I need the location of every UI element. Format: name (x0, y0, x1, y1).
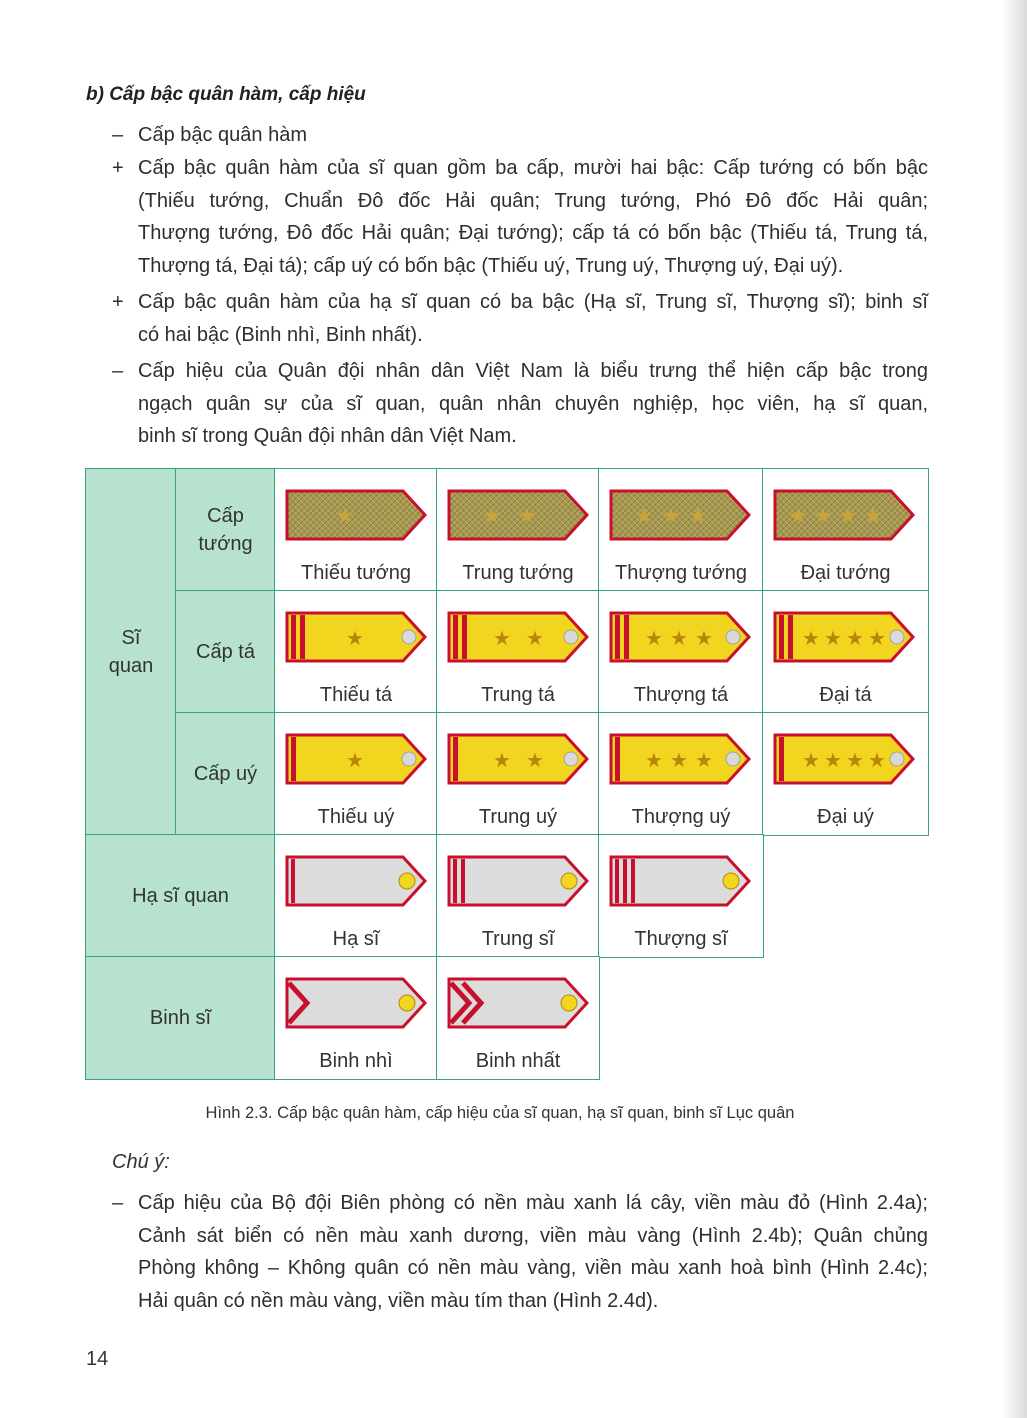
rank-cell-dai-tuong (762, 468, 929, 592)
rank-label: Thiếu uý (317, 806, 395, 828)
rank-cell-trung-ta (436, 590, 600, 714)
general-shoulder-board-3-stars (609, 485, 751, 547)
rank-cell-thuong-si (598, 834, 764, 958)
general-shoulder-board-1-star (285, 485, 427, 547)
company-officer-shoulder-board-3-stars (609, 729, 751, 791)
rank-cell-thieu-tuong (274, 468, 438, 592)
paragraph-text: Cấp bậc quân hàm (138, 124, 308, 146)
page-number: 14 (86, 1348, 109, 1370)
svg-text:★: ★ (824, 750, 842, 772)
field-officer-shoulder-board-4-stars (773, 607, 915, 669)
rank-label: Trung tướng (462, 562, 574, 584)
svg-text:★: ★ (493, 628, 511, 650)
nco-shoulder-board-2-bars (447, 851, 589, 913)
svg-text:★: ★ (661, 503, 681, 528)
paragraph-line: ngạch quân sự của sĩ quan, quân nhân chuyên nghiệp, học viên, hạ sĩ quan, (138, 392, 928, 415)
header-si-quan (85, 468, 177, 836)
general-shoulder-board-2-stars (447, 485, 589, 547)
paragraph-line: Thượng tá, Đại tá); cấp uý có bốn bậc (Thiếu uý, Trung uý, Thượng uý, Đại uý). (138, 254, 844, 277)
svg-text:★: ★ (517, 503, 537, 528)
rank-cell-thieu-uy (274, 712, 438, 836)
svg-text:★: ★ (645, 750, 663, 772)
header-cap-ta (175, 590, 276, 714)
svg-text:★: ★ (482, 503, 502, 528)
header-binh-si (85, 956, 276, 1080)
header-label: Binh sĩ (149, 1007, 212, 1029)
svg-text:★: ★ (863, 503, 883, 528)
svg-text:★: ★ (346, 628, 364, 650)
rank-cell-trung-si (436, 834, 600, 958)
paragraph-nco-ranks (112, 286, 928, 351)
note-line: Cấp hiệu của Bộ đội Biên phòng có nền màu xanh lá cây, viền màu đỏ (Hình 2.4a); (138, 1192, 928, 1214)
rank-label: Đại tướng (800, 562, 891, 584)
field-officer-shoulder-board-3-stars (609, 607, 751, 669)
rank-label: Binh nhì (319, 1050, 393, 1072)
paragraph-line: Cấp hiệu của Quân đội nhân dân Việt Nam là biểu trưng thể hiện cấp bậc trong (138, 360, 928, 382)
svg-text:★: ★ (346, 750, 364, 772)
enlisted-shoulder-board-2-chevrons (447, 973, 589, 1035)
paragraph-line: Cấp bậc quân hàm của sĩ quan gồm ba cấp, mười hai bậc: Cấp tướng có bốn bậc (138, 157, 928, 179)
general-shoulder-board-4-stars (773, 485, 915, 547)
header-label: Cấp uý (193, 763, 258, 785)
enlisted-shoulder-board-1-chevron (285, 973, 427, 1035)
rank-cell-binh-nhi (274, 956, 438, 1080)
rank-label: Trung tá (481, 684, 555, 706)
note-line: Cảnh sát biển có nền màu xanh dương, viền màu vàng (Hình 2.4b); Quân chủng (138, 1224, 928, 1247)
header-cap-uy (175, 712, 276, 836)
svg-text:★: ★ (802, 750, 820, 772)
rank-cell-dai-uy (762, 712, 929, 836)
header-label: Hạ sĩ quan (132, 885, 229, 907)
rank-cell-ha-si (274, 834, 438, 958)
svg-text:★: ★ (695, 750, 713, 772)
page-edge-shadow (1001, 0, 1027, 1418)
company-officer-shoulder-board-2-stars (447, 729, 589, 791)
rank-label: Hạ sĩ (332, 928, 380, 950)
rank-label: Đại uý (817, 806, 874, 828)
rank-cell-thieu-ta (274, 590, 438, 714)
figure-caption: Hình 2.3. Cấp bậc quân hàm, cấp hiệu của sĩ quan, hạ sĩ quan, binh sĩ Lục quân (205, 1104, 795, 1122)
rank-cell-trung-uy (436, 712, 600, 836)
paragraph-insignia (112, 355, 928, 453)
rank-label: Đại tá (819, 684, 872, 706)
dash-bullet: – (112, 360, 124, 382)
svg-text:★: ★ (670, 750, 688, 772)
company-officer-shoulder-board-4-stars (773, 729, 915, 791)
note-paragraph (112, 1187, 928, 1317)
plus-bullet: + (112, 157, 124, 179)
svg-text:★: ★ (688, 503, 708, 528)
svg-text:★: ★ (788, 503, 808, 528)
svg-text:★: ★ (838, 503, 858, 528)
nco-shoulder-board-3-bars (609, 851, 751, 913)
svg-text:★: ★ (846, 750, 864, 772)
note-title: Chú ý: (112, 1151, 170, 1173)
rank-cell-trung-tuong (436, 468, 600, 592)
note-line: Phòng không – Không quân có nền màu vàng, viền màu xanh hoà bình (Hình 2.4c); (138, 1257, 928, 1279)
rank-label: Thiếu tá (319, 684, 393, 706)
header-label: Sĩ quan (108, 627, 154, 677)
header-cap-tuong (175, 468, 276, 592)
svg-text:★: ★ (868, 750, 886, 772)
header-label: Cấp tướng (198, 505, 253, 555)
rank-label: Thiếu tướng (301, 562, 411, 584)
dash-bullet: – (112, 124, 124, 146)
rank-cell-dai-ta (762, 590, 929, 714)
svg-text:★: ★ (335, 503, 355, 528)
rank-label: Thượng tướng (615, 562, 747, 584)
svg-text:★: ★ (802, 628, 820, 650)
nco-shoulder-board-1-bar (285, 851, 427, 913)
rank-cell-thuong-uy (598, 712, 764, 836)
paragraph-officer-ranks (112, 152, 928, 282)
svg-text:★: ★ (695, 628, 713, 650)
rank-cell-thuong-ta (598, 590, 764, 714)
section-heading: b) Cấp bậc quân hàm, cấp hiệu (86, 84, 366, 105)
svg-text:★: ★ (526, 628, 544, 650)
svg-text:★: ★ (670, 628, 688, 650)
svg-text:★: ★ (813, 503, 833, 528)
svg-text:★: ★ (868, 628, 886, 650)
svg-text:★: ★ (846, 628, 864, 650)
svg-text:★: ★ (526, 750, 544, 772)
svg-text:★: ★ (493, 750, 511, 772)
paragraph-line: có hai bậc (Binh nhì, Binh nhất). (138, 323, 423, 346)
paragraph-line: Thượng tướng, Đô đốc Hải quân; Đại tướng); cấp tá có bốn bậc (Thiếu tá, Trung tá, (138, 222, 928, 244)
paragraph-line: Cấp bậc quân hàm của hạ sĩ quan có ba bậc (Hạ sĩ, Trung sĩ, Thượng sĩ); binh sĩ (138, 291, 928, 313)
dash-bullet: – (112, 1192, 124, 1214)
rank-label: Thượng tá (633, 684, 729, 706)
rank-cell-binh-nhat (436, 956, 600, 1080)
plus-bullet: + (112, 291, 124, 313)
header-ha-si-quan (85, 834, 276, 958)
header-label: Cấp tá (196, 641, 255, 663)
paragraph-line: binh sĩ trong Quân đội nhân dân Việt Nam. (138, 425, 517, 447)
svg-text:★: ★ (634, 503, 654, 528)
rank-cell-thuong-tuong (598, 468, 764, 592)
field-officer-shoulder-board-1-star (285, 607, 427, 669)
rank-label: Thượng uý (631, 806, 731, 828)
svg-text:★: ★ (824, 628, 842, 650)
rank-label: Thượng sĩ (634, 928, 728, 950)
company-officer-shoulder-board-1-star (285, 729, 427, 791)
svg-text:★: ★ (645, 628, 663, 650)
rank-label: Binh nhất (475, 1050, 561, 1072)
paragraph-rank-title (112, 119, 928, 152)
rank-label: Trung sĩ (481, 928, 555, 950)
paragraph-line: (Thiếu tướng, Chuẩn Đô đốc Hải quân; Trung tướng, Phó Đô đốc Hải quân; (138, 189, 928, 212)
rank-label: Trung uý (478, 806, 558, 828)
field-officer-shoulder-board-2-stars (447, 607, 589, 669)
note-line: Hải quân có nền màu vàng, viền màu tím than (Hình 2.4d). (138, 1289, 659, 1312)
